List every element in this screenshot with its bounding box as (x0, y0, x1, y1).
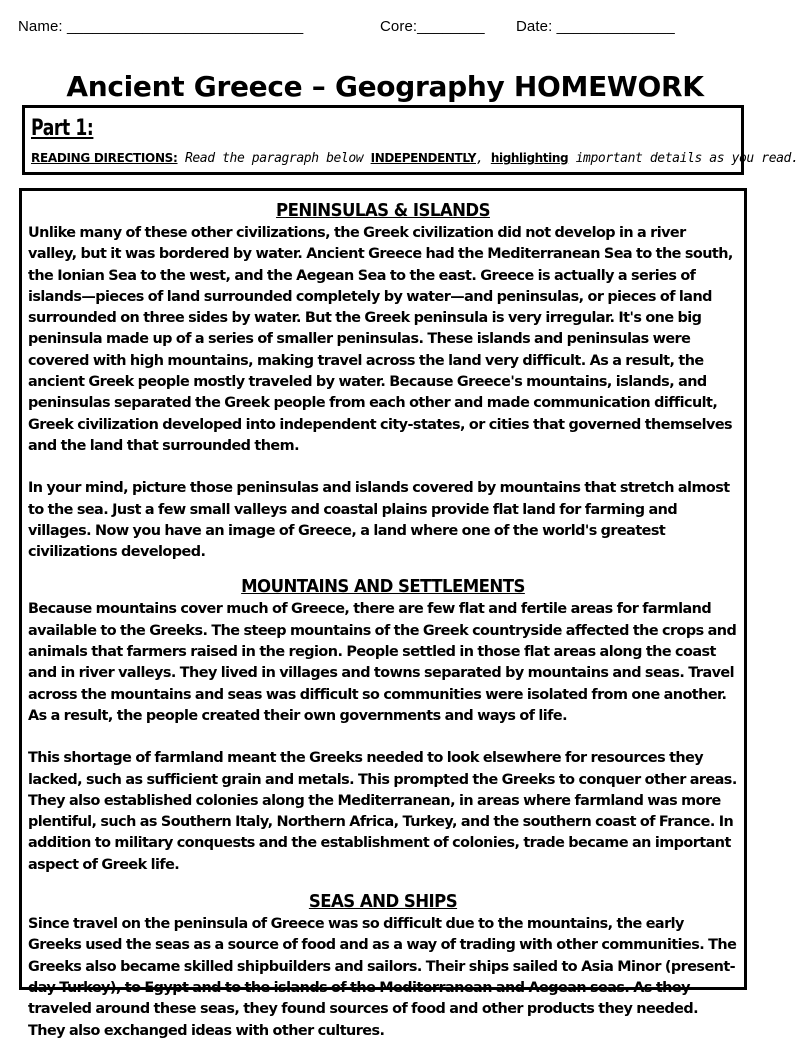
paragraph-seas-1: Since travel on the peninsula of Greece was so difficult due to the mountains, the early Greeks used the seas as a source of food and as a way of trading with other communities. The Greeks also became skilled shipbuilders and sailors. Their ships sailed to Asia Minor (present-day Turkey), to Egypt and to the islands of the Mediterranean and Aegean seas. As they traveled around these seas, they found sources of food and other products they needed. They also exchanged ideas with other cultures. (28, 916, 737, 1039)
date-field: Date: ______________ (516, 18, 675, 35)
student-info-header (18, 18, 752, 40)
directions-highlighting: highlighting (490, 151, 569, 165)
directions-box (22, 105, 798, 175)
part-label: Part 1: (31, 116, 94, 141)
paragraph-mountains-2: This shortage of farmland meant the Greeks needed to look elsewhere for resources they lacked, such as sufficient grain and metals. This prompted the Greeks to conquer other areas. They also established colonies along the Mediterranean, in areas where farmland was more plentiful, such as Southern Italy, Northern Africa, Turkey, and the southern coast of France. In addition to military conquests and the establishment of colonies, trade became an important aspect of Greek life. (28, 750, 737, 873)
directions-text-end: important details as you read. (568, 151, 798, 166)
section-heading-seas: SEAS AND SHIPS (308, 891, 458, 913)
directions-label: READING DIRECTIONS: (31, 151, 178, 165)
paragraph-peninsulas-2: In your mind, picture those peninsulas and islands covered by mountains that stretch almost to the sea. Just a few small valleys and coastal plains provide flat land for farming and villages. Now you have an image of Greece, a land where one of the world's greatest civilizations developed. (28, 480, 730, 561)
section-heading-peninsulas: PENINSULAS & ISLANDS (276, 200, 490, 221)
core-field: Core:________ (380, 18, 485, 35)
reading-directions (31, 150, 798, 166)
directions-independently: INDEPENDENTLY (370, 151, 476, 165)
name-field: Name: ____________________________ (18, 18, 304, 35)
paragraph-peninsulas-1: Unlike many of these other civilizations, the Greek civilization did not develop in a river valley, but it was bordered by water. Ancient Greece had the Mediterranean Sea to the south, the Ionian Sea to the west, and the Aegean Sea to the east. Greece is actually a series of islands—pieces of land surrounded completely by water—and peninsulas, or pieces of land surrounded on three sides by water. But the Greek peninsula is very irregular. It's one big peninsula made up of a series of smaller peninsulas. These islands and peninsulas were covered with high mountains, making travel across the land very difficult. As a result, the ancient Greek people mostly traveled by water. Because Greece's mountains, islands, and peninsulas separated the Greek people from each other and made communication difficult, Greek civilization developed into independent city-states, or cities that governed themselves and the land that surrounded them. (28, 225, 733, 454)
reading-passage (19, 188, 747, 1039)
paragraph-mountains-1: Because mountains cover much of Greece, there are few flat and fertile areas for farmland available to the Greeks. The steep mountains of the Greek countryside affected the crops and animals that farmers raised in the region. People settled in those flat areas along the coast and in river valleys. They lived in villages and towns separated by mountains and seas. Travel across the mountains and seas was difficult so communities were isolated from one another. As a result, the people created their own governments and ways of life. (28, 601, 737, 724)
directions-text-start: Read the paragraph below (177, 151, 371, 166)
directions-comma: , (475, 151, 491, 166)
section-heading-mountains: MOUNTAINS AND SETTLEMENTS (241, 576, 525, 598)
page-title: Ancient Greece – Geography HOMEWORK (66, 70, 704, 103)
